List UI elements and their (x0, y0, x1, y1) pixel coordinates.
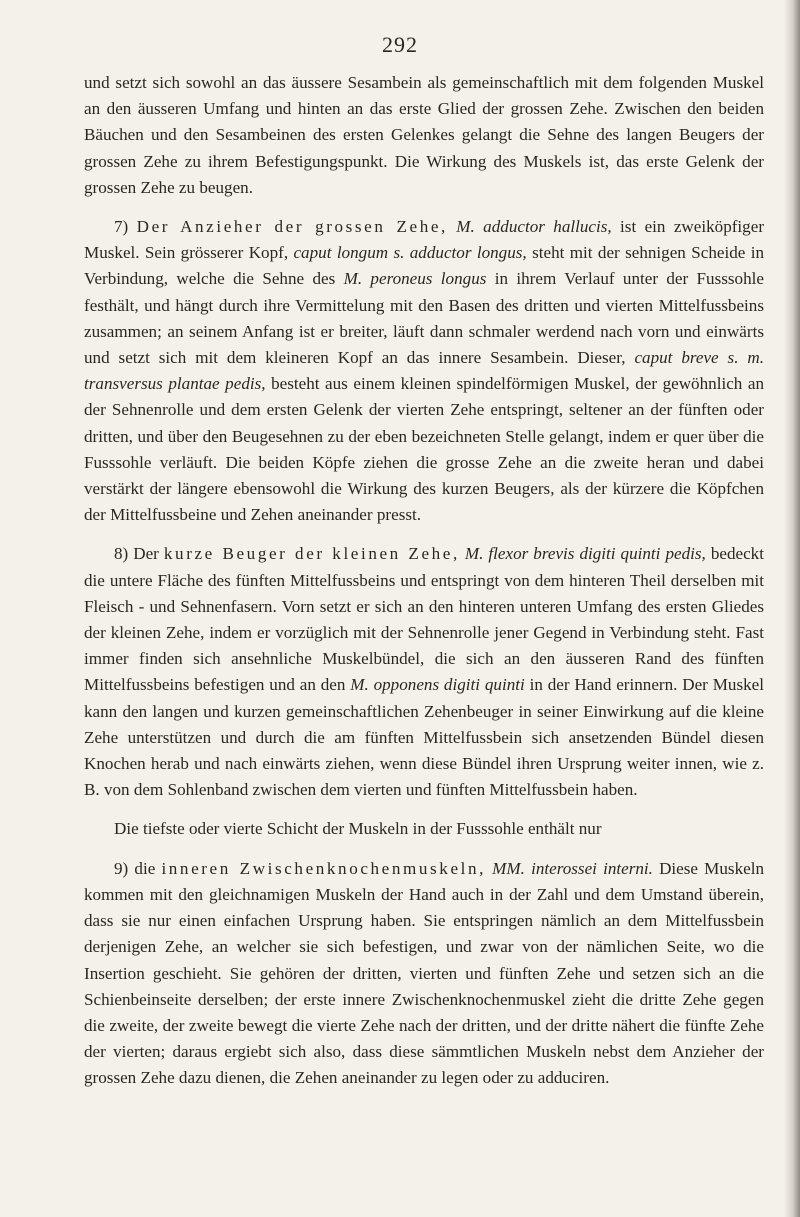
latin-term: M. flexor brevis digiti quinti pedis, (464, 544, 706, 564)
paragraph-fourth-layer (84, 816, 764, 842)
page-edge-shadow (784, 0, 800, 1217)
paragraph-continuation (84, 70, 764, 201)
text-run: Die tiefste oder vierte Schicht der Muskeln in der Fusssohle enthält nur (114, 819, 602, 839)
emphasized-heading: Der Anzieher der grossen Zehe, (136, 217, 448, 237)
latin-term: M. adductor hallucis, (456, 217, 612, 237)
paragraph-adductor-hallucis (84, 214, 764, 528)
text-run: in der Hand erinnern. Der Muskel kann den langen und kurzen gemeinschaftlichen Zehenbeuger in seiner Einwirkung auf die kleine Zehe unterstützen und durch die am fünften Mittelfussbein sich ansetzenden Bündel diesen Knochen herab und nach einwärts ziehen, wenn diese Bündel ihren Ursprung weiter innen, wie z. B. von dem Sohlenband zwischen dem vierten und fünften Mittelfussbein haben. (84, 675, 764, 800)
emphasized-heading: kurze Beuger der kleinen Zehe, (163, 544, 460, 564)
latin-term: MM. interossei interni. (492, 858, 653, 878)
text-run: und setzt sich sowohl an das äussere Sesambein als gemeinschaftlich mit dem folgenden Muskel an den äusseren Umfang und hinten an das erste Glied der grossen Zehe. Zwischen den beiden Bäuchen und den Sesambeinen des ersten Gelenkes gelangt die Sehne des langen Beugers der grossen Zehe zu ihrem Befestigungspunkt. Die Wirkung des Muskels ist, das erste Gelenk der grossen Zehe zu beugen. (84, 73, 764, 197)
text-run: 9) die (114, 858, 162, 878)
latin-term: M. peroneus longus (343, 269, 487, 289)
latin-term: M. opponens digiti quinti (350, 675, 525, 695)
latin-term: caput breve s. m. transversus plantae pedis, (84, 348, 764, 394)
page-number: 292 (382, 32, 418, 57)
text-run: besteht aus einem kleinen spindelförmigen Muskel, der gewöhnlich an der Sehnenrolle und dem ersten Gelenk der vierten Zehe entspringt, seltener an der fünften oder dritten, und über den Beugesehnen zu der eben bezeichneten Stelle gelangt, indem er quer über die Fusssohle verläuft. Die beiden Köpfe ziehen die grosse Zehe an die zweite heran und dabei verstärkt der längere ebensowohl die Wirkung des kurzen Beugers, als der kürzere die Köpfchen der Mittelfussbeine und Zehen aneinander presst. (84, 374, 764, 525)
text-run: Diese Muskeln kommen mit den gleichnamigen Muskeln der Hand auch in der Zahl und dem Umstand überein, dass sie nur einen einfachen Ursprung haben. Sie entspringen nämlich an dem Mittelfussbein derjenigen Zehe, an welcher sie sich befestigen, und zwar von der nämlichen Seite, wo die Insertion geschieht. Sie gehören der dritten, vierten und fünften Zehe und setzen sich an die Schienbeinseite derselben; der erste innere Zwischenknochenmuskel zieht die dritte Zehe gegen die zweite, der zweite bewegt die vierte Zehe nach der dritten, und der dritte nähert die fünfte Zehe der vierten; daraus ergiebt sich also, dass diese sämmtlichen Muskeln nebst dem Anzieher der grossen Zehe dazu dienen, die Zehen aneinander zu legen oder zu adduciren. (84, 858, 764, 1088)
paragraph-flexor-brevis-digiti-quinti (84, 541, 764, 803)
text-run: 7) (114, 217, 137, 237)
body-text (84, 70, 764, 1092)
text-run: steht mit der sehnigen Scheide in Verbindung, welche die Sehne des (84, 243, 764, 289)
text-run: ist ein zweiköpfiger Muskel. Sein grösserer Kopf, (84, 217, 765, 263)
latin-term: caput longum s. adductor longus, (293, 243, 527, 263)
text-run: bedeckt die untere Fläche des fünften Mittelfussbeins und entspringt von dem hinteren Theil derselben mit Fleisch - und Sehnenfasern. Vorn setzt er sich an den hinteren unteren Umfang des ersten Gliedes der kleinen Zehe, indem er vorzüglich mit der Sehnenrolle jener Gegend in Verbindung steht. Fast immer finden sich ansehnliche Muskelbündel, die sich an den äusseren Rand des fünften Mittelfussbeins befestigen und an den (84, 544, 764, 695)
text-run: 8) Der (114, 544, 164, 564)
paragraph-interossei-interni (84, 856, 764, 1092)
emphasized-heading: inneren Zwischenknochenmuskeln, (161, 858, 487, 878)
text-run: in ihrem Verlauf unter der Fusssohle festhält, und hängt durch ihre Vermittelung mit den Basen des dritten und vierten Mittelfussbeins zusammen; an seinem Anfang ist er breiter, läuft dann schmaler werdend nach vorn und einwärts und setzt sich mit dem kleineren Kopf an das innere Sesambein. Dieser, (84, 269, 764, 368)
